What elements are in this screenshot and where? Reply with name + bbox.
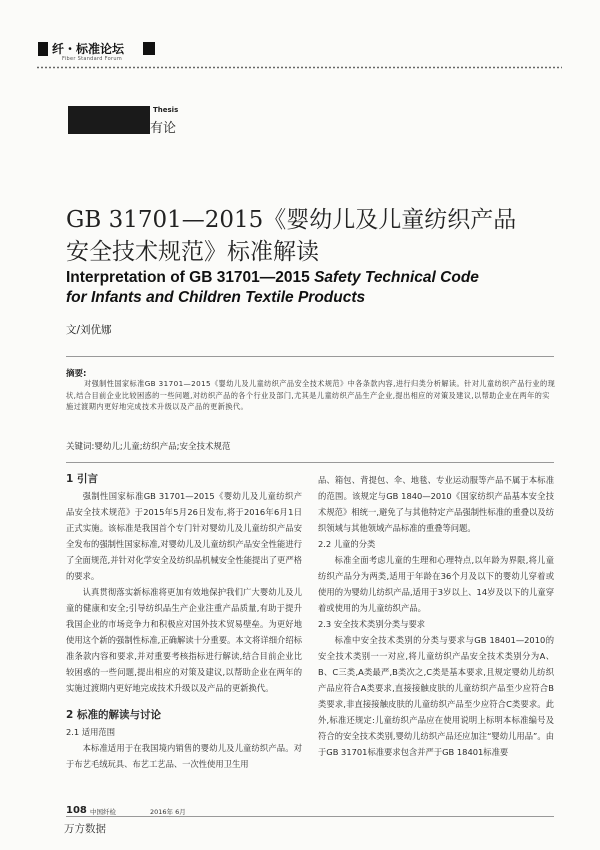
paragraph: 品、箱包、背提包、伞、地毯、专业运动服等产品不属于本标准的范围。该规定与GB 1840—2010《国家纺织产品基本安全技术规范》相统一,避免了与其他特定产品强制性标准的重叠以及纺织领域与其他领域产品标准的重叠等问题。 [318, 475, 554, 533]
abstract-bottom-rule [66, 462, 554, 463]
paragraph: 标准全面考虑儿童的生理和心理特点,以年龄为界限,将儿童纺织产品分为两类,适用于年龄在36个月及以下的婴幼儿穿着或使用的为婴幼儿纺织产品,适用于3岁以上、14岁及以下的儿童穿着或使用的为儿童纺织产品。 [318, 555, 554, 613]
abstract-label: 摘要: [66, 369, 87, 379]
title-line-2: 安全技术规范》标准解读 [66, 239, 319, 265]
paragraph: 强制性国家标准GB 31701—2015《婴幼儿及儿童纺织产品安全技术规范》于2015年5月26日发布,将于2016年6月1日正式实施。该标准是我国首个专门针对婴幼儿及儿童纺织产品安全发布的强制性国家标准,对婴幼儿及儿童纺织产品安全性能进行了全面规范,并针对化学安全及纺织品机械安全性能提出了更严格的要求。 [66, 491, 302, 581]
paragraph: 认真贯彻落实新标准将更加有效地保护我们广大婴幼儿及儿童的健康和安全;引导纺织品生产企业注重产品质量,有助于提升我国企业的市场竞争力和积极应对国外技术贸易壁垒。为更好地使用这个新的强制性标准,正确解读十分重要。本文将详细介绍标准条款内容和要求,并对重要考核指标进行解读,结合目前企业比较困惑的一些问题,提出相应的对策及建议,以帮助企业在两年的实施过渡期内更好地完成技术升级以及产品的更新换代。 [66, 587, 302, 693]
header-box-icon [143, 42, 155, 55]
right-column [318, 472, 554, 760]
magazine-name: 中国纤检 [90, 808, 116, 816]
watermark: 万方数据 [64, 823, 106, 835]
column-label-en: Thesis [153, 106, 179, 114]
footer-rule [66, 816, 554, 817]
abstract-text: 对强制性国家标准GB 31701—2015《婴幼儿及儿童纺织产品安全技术规范》中各条款内容,进行归类分析解读。针对儿童纺织产品行业的现状,结合目前企业比较困惑的一些问题,对纺织产品的各个行业及部门,尤其是儿童纺织产品生产企业,提出相应的对策及建议,以帮助企业在两年的实施过渡期内更好地完成技术升级以及产品的更新换代。 [66, 379, 556, 411]
thesis-block [68, 106, 150, 134]
heading-discussion: 2 标准的解读与讨论 [66, 709, 161, 721]
title-en-line-1 [66, 268, 586, 288]
paragraph: 本标准适用于在我国境内销售的婴幼儿及儿童纺织产品。对于布艺毛绒玩具、布艺工艺品、一次性使用卫生用 [66, 743, 302, 769]
paper-title-en [66, 268, 586, 308]
left-column [66, 470, 302, 772]
section-subtitle: Fiber Standard Forum [62, 56, 122, 62]
subheading-classification: 2.2 儿童的分类 [318, 539, 376, 549]
title-en-part-a: Interpretation of GB 31701 [66, 269, 260, 286]
header-dotted-rule [36, 66, 562, 69]
section-title: 纤・标准论坛 [52, 42, 125, 56]
paragraph: 标准中安全技术类别的分类与要求与GB 18401—2010的安全技术类别一一对应,将儿童纺织产品安全技术类别分为A、B、C三类,A类最严,B类次之,C类是基本要求,且规定婴幼儿纺织产品应符合A类要求,直接接触皮肤的儿童纺织产品至少应符合B类要求,非直接接触皮肤的儿童纺织产品至少应符合C类要求。此外,标准还规定:儿童纺织产品应在使用说明上标明本标准编号及符合的安全技术类别,婴幼儿纺织产品还应加注“婴幼儿用品”。由于GB 31701标准要求包含并严于GB 18401标准要 [318, 635, 554, 757]
title-en-part-b: —2015 [259, 269, 315, 286]
subheading-scope: 2.1 适用范围 [66, 727, 116, 737]
issue-date: 2016年 6月 [150, 808, 186, 816]
subheading-safety-categories: 2.3 安全技术类别分类与要求 [318, 619, 426, 629]
paper-title-cn [66, 204, 566, 268]
page-number: 108 [66, 805, 87, 816]
column-label-cn: 有论 [150, 121, 177, 136]
author: 文/刘优娜 [66, 324, 112, 336]
title-en-line-2: for Infants and Children Textile Products [66, 289, 366, 306]
header-mark-icon [38, 42, 48, 56]
abstract-top-rule [66, 356, 554, 357]
title-en-part-c: Safety Technical Code [314, 269, 479, 286]
keywords: 关键词:婴幼儿;儿童;纺织产品;安全技术规范 [66, 442, 231, 452]
title-line-1: GB 31701—2015《婴幼儿及儿童纺织产品 [66, 207, 517, 233]
heading-introduction: 1 引言 [66, 473, 98, 485]
